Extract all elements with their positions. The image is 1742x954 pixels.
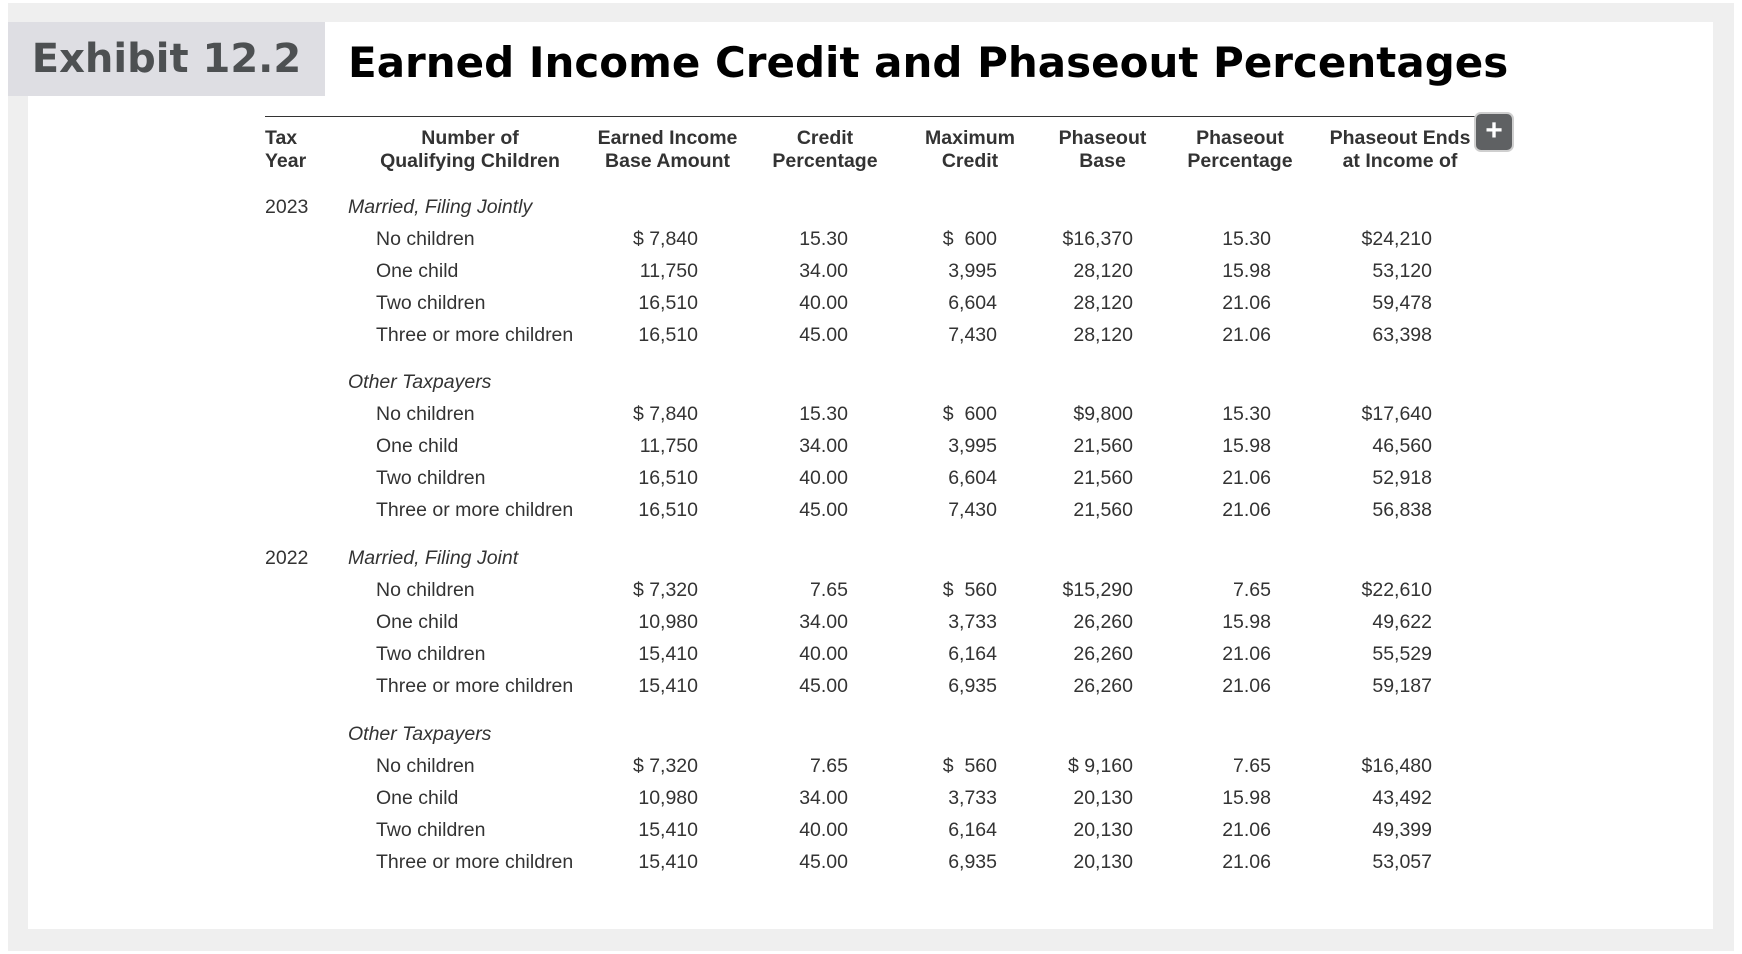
table-top-rule — [265, 116, 1475, 117]
phaseout-percentage: 21.06 — [1222, 675, 1271, 697]
row-label: No children — [376, 755, 475, 777]
row-label: One child — [376, 260, 459, 282]
credit-percentage: 34.00 — [799, 260, 848, 282]
maximum-credit: 6,604 — [948, 292, 997, 314]
phaseout-percentage: 21.06 — [1222, 292, 1271, 314]
maximum-credit: 3,995 — [948, 260, 997, 282]
phaseout-percentage: 7.65 — [1233, 755, 1271, 777]
tax-year-2023: 2023 — [265, 196, 309, 218]
phaseout-ends: $24,210 — [1361, 228, 1432, 250]
earned-income-base: $ 7,320 — [632, 755, 698, 777]
phaseout-percentage: 15.98 — [1222, 260, 1271, 282]
phaseout-base: $9,800 — [1073, 403, 1133, 425]
row-label: No children — [376, 403, 475, 425]
phaseout-base: 21,560 — [1073, 435, 1133, 457]
phaseout-base: 28,120 — [1073, 324, 1133, 346]
phaseout-ends: $22,610 — [1361, 579, 1432, 601]
phaseout-ends: 53,057 — [1372, 851, 1432, 873]
earned-income-base: $ 7,840 — [632, 403, 698, 425]
credit-percentage: 40.00 — [799, 467, 848, 489]
phaseout-ends: 59,478 — [1372, 292, 1432, 314]
header-credit-percentage: Credit Percentage — [772, 127, 878, 172]
maximum-credit: $ 560 — [942, 755, 997, 777]
row-label: Three or more children — [376, 324, 574, 346]
exhibit-title: Earned Income Credit and Phaseout Percentages — [348, 37, 1509, 87]
phaseout-ends: $16,480 — [1361, 755, 1432, 777]
earned-income-base: 11,750 — [639, 435, 698, 457]
phaseout-percentage: 21.06 — [1222, 819, 1271, 841]
phaseout-base: 26,260 — [1073, 611, 1133, 633]
maximum-credit: 6,935 — [948, 675, 997, 697]
phaseout-base: 21,560 — [1073, 499, 1133, 521]
earned-income-base: $ 7,840 — [632, 228, 698, 250]
earned-income-base: 16,510 — [638, 467, 698, 489]
row-label: Two children — [376, 643, 486, 665]
phaseout-base: 20,130 — [1073, 787, 1133, 809]
phaseout-percentage: 15.98 — [1222, 611, 1271, 633]
phaseout-percentage: 15.30 — [1222, 228, 1271, 250]
phaseout-ends: 55,529 — [1372, 643, 1432, 665]
phaseout-percentage: 21.06 — [1222, 324, 1271, 346]
header-phaseout-base: Phaseout Base — [1058, 127, 1147, 172]
row-label: Two children — [376, 819, 486, 841]
maximum-credit: 3,995 — [948, 435, 997, 457]
credit-percentage: 34.00 — [799, 611, 848, 633]
phaseout-percentage: 15.98 — [1222, 787, 1271, 809]
phaseout-base: $ 9,160 — [1067, 755, 1133, 777]
group-heading: Married, Filing Joint — [348, 547, 519, 569]
group-heading: Other Taxpayers — [348, 723, 492, 745]
credit-percentage: 40.00 — [799, 819, 848, 841]
maximum-credit: $ 560 — [942, 579, 997, 601]
credit-percentage: 34.00 — [799, 787, 848, 809]
exhibit-label: Exhibit 12.2 — [8, 22, 325, 96]
earned-income-base: 15,410 — [638, 675, 698, 697]
phaseout-percentage: 21.06 — [1222, 467, 1271, 489]
header-maximum-credit: Maximum Credit — [925, 127, 1015, 172]
phaseout-ends: 63,398 — [1372, 324, 1432, 346]
maximum-credit: 7,430 — [948, 324, 997, 346]
header-phaseout-percentage: Phaseout Percentage — [1187, 127, 1293, 172]
phaseout-ends: 46,560 — [1372, 435, 1432, 457]
group-heading: Married, Filing Jointly — [348, 196, 533, 218]
row-label: No children — [376, 579, 475, 601]
credit-percentage: 45.00 — [799, 499, 848, 521]
maximum-credit: 7,430 — [948, 499, 997, 521]
row-label: One child — [376, 787, 459, 809]
phaseout-ends: 59,187 — [1372, 675, 1432, 697]
phaseout-ends: $17,640 — [1361, 403, 1432, 425]
credit-percentage: 45.00 — [799, 324, 848, 346]
maximum-credit: 3,733 — [948, 611, 997, 633]
header-tax-year: Tax Year — [265, 127, 307, 172]
phaseout-base: 28,120 — [1073, 292, 1133, 314]
phaseout-percentage: 7.65 — [1233, 579, 1271, 601]
earned-income-base: 15,410 — [638, 851, 698, 873]
phaseout-ends: 43,492 — [1372, 787, 1432, 809]
earned-income-base: 15,410 — [638, 643, 698, 665]
credit-percentage: 15.30 — [799, 228, 848, 250]
maximum-credit: $ 600 — [942, 228, 997, 250]
credit-percentage: 45.00 — [799, 675, 848, 697]
row-label: Three or more children — [376, 499, 574, 521]
maximum-credit: 6,164 — [948, 643, 997, 665]
row-label: Two children — [376, 467, 486, 489]
phaseout-base: 28,120 — [1073, 260, 1133, 282]
plus-icon: + — [1485, 114, 1503, 147]
phaseout-percentage: 21.06 — [1222, 851, 1271, 873]
credit-percentage: 15.30 — [799, 403, 848, 425]
credit-percentage: 7.65 — [810, 579, 848, 601]
phaseout-percentage: 21.06 — [1222, 643, 1271, 665]
row-label: No children — [376, 228, 475, 250]
phaseout-ends: 49,622 — [1372, 611, 1432, 633]
row-label: One child — [376, 435, 459, 457]
earned-income-base: $ 7,320 — [632, 579, 698, 601]
phaseout-base: $16,370 — [1062, 228, 1133, 250]
credit-percentage: 7.65 — [810, 755, 848, 777]
maximum-credit: 6,164 — [948, 819, 997, 841]
earned-income-base: 10,980 — [638, 787, 698, 809]
credit-percentage: 45.00 — [799, 851, 848, 873]
maximum-credit: 6,935 — [948, 851, 997, 873]
maximum-credit: 3,733 — [948, 787, 997, 809]
expand-button[interactable] — [1474, 112, 1514, 152]
earned-income-base: 16,510 — [638, 292, 698, 314]
phaseout-base: 20,130 — [1073, 851, 1133, 873]
phaseout-ends: 53,120 — [1372, 260, 1432, 282]
earned-income-base: 16,510 — [638, 324, 698, 346]
phaseout-base: 20,130 — [1073, 819, 1133, 841]
header-earned-income-base: Earned Income Base Amount — [597, 127, 738, 172]
maximum-credit: $ 600 — [942, 403, 997, 425]
earned-income-base: 11,750 — [639, 260, 698, 282]
group-heading: Other Taxpayers — [348, 371, 492, 393]
phaseout-ends: 49,399 — [1372, 819, 1432, 841]
credit-percentage: 40.00 — [799, 292, 848, 314]
phaseout-ends: 56,838 — [1372, 499, 1432, 521]
row-label: Two children — [376, 292, 486, 314]
header-phaseout-ends: Phaseout Ends at Income of — [1329, 127, 1471, 172]
row-label: One child — [376, 611, 459, 633]
credit-percentage: 40.00 — [799, 643, 848, 665]
phaseout-base: 26,260 — [1073, 675, 1133, 697]
row-label: Three or more children — [376, 851, 574, 873]
phaseout-percentage: 15.30 — [1222, 403, 1271, 425]
row-label: Three or more children — [376, 675, 574, 697]
phaseout-percentage: 15.98 — [1222, 435, 1271, 457]
header-qualifying-children: Number of Qualifying Children — [380, 127, 560, 172]
earned-income-base: 16,510 — [638, 499, 698, 521]
phaseout-base: 26,260 — [1073, 643, 1133, 665]
maximum-credit: 6,604 — [948, 467, 997, 489]
phaseout-base: 21,560 — [1073, 467, 1133, 489]
phaseout-base: $15,290 — [1062, 579, 1133, 601]
tax-year-2022: 2022 — [265, 547, 309, 569]
phaseout-ends: 52,918 — [1372, 467, 1432, 489]
earned-income-base: 15,410 — [638, 819, 698, 841]
phaseout-percentage: 21.06 — [1222, 499, 1271, 521]
earned-income-base: 10,980 — [638, 611, 698, 633]
credit-percentage: 34.00 — [799, 435, 848, 457]
